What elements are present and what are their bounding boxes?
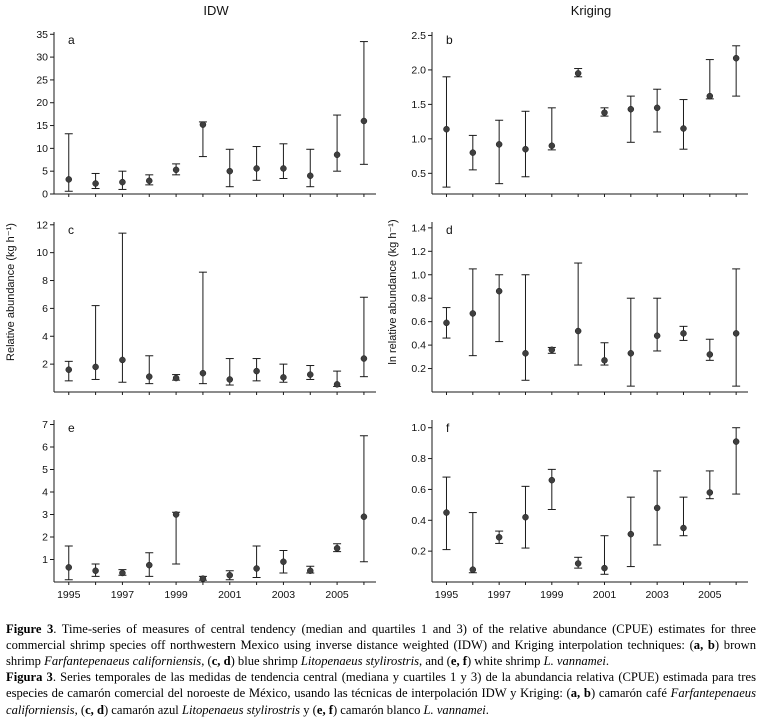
panel-b-chart (396, 22, 756, 210)
caption-spanish: Figura 3. Series temporales de las medidas de tendencia central (mediana y cuartiles 1 y 3) de la abundancia relativa (CPUE) estimada para tres especies de camarón comercial del noroeste de México, usando las técnicas de interpolación IDW y Kriging: (a, b) camarón café Farfantepenaeus californiensis, (c, d) camarón azul Litopenaeus stylirostris y (e, f) camarón blanco L. vannamei. (6, 670, 756, 717)
svg-text:20: 20 (36, 97, 48, 110)
svg-text:4: 4 (42, 330, 48, 343)
svg-text:12: 12 (36, 219, 48, 232)
svg-text:25: 25 (36, 74, 48, 87)
svg-text:1995: 1995 (57, 589, 81, 601)
svg-text:1.5: 1.5 (411, 98, 426, 111)
svg-text:1.0: 1.0 (411, 133, 426, 146)
svg-text:0.2: 0.2 (411, 363, 426, 376)
svg-text:1999: 1999 (540, 589, 564, 601)
svg-text:5: 5 (42, 464, 48, 476)
svg-text:c: c (68, 223, 74, 237)
figure-caption (0, 621, 762, 718)
svg-text:0.4: 0.4 (411, 514, 426, 527)
svg-text:0.8: 0.8 (411, 453, 426, 466)
svg-text:1995: 1995 (434, 589, 459, 601)
svg-text:2005: 2005 (698, 589, 722, 601)
svg-text:1999: 1999 (164, 589, 188, 601)
svg-text:d: d (446, 223, 453, 237)
svg-text:1.0: 1.0 (411, 269, 426, 282)
y-axis-label-left: Relative abundance (kg h⁻¹) (5, 223, 17, 361)
column-title-idw: IDW (203, 3, 229, 18)
svg-text:8: 8 (42, 275, 48, 288)
svg-text:2001: 2001 (218, 589, 242, 601)
svg-text:1.4: 1.4 (411, 222, 426, 235)
svg-text:b: b (446, 33, 453, 47)
svg-text:0.6: 0.6 (411, 483, 426, 496)
svg-text:0: 0 (42, 188, 48, 201)
svg-text:2: 2 (42, 358, 48, 371)
y-axis-label-right: ln relative abundance (kg h⁻¹) (387, 219, 399, 365)
svg-text:3: 3 (42, 509, 48, 521)
svg-text:0.6: 0.6 (411, 316, 426, 329)
svg-text:10: 10 (36, 142, 48, 155)
svg-text:6: 6 (42, 441, 48, 454)
svg-text:2001: 2001 (592, 589, 617, 601)
svg-text:1997: 1997 (110, 589, 135, 601)
svg-text:2003: 2003 (271, 589, 296, 601)
svg-text:6: 6 (42, 302, 48, 315)
svg-text:0.2: 0.2 (411, 545, 426, 558)
svg-text:30: 30 (36, 51, 48, 64)
svg-text:1.2: 1.2 (411, 245, 426, 258)
svg-text:f: f (446, 421, 450, 435)
svg-text:4: 4 (42, 486, 48, 499)
svg-text:2005: 2005 (325, 589, 349, 601)
svg-text:1997: 1997 (487, 589, 511, 601)
panel-a-chart (18, 22, 384, 210)
svg-text:7: 7 (42, 419, 48, 431)
svg-text:2: 2 (42, 531, 48, 544)
svg-text:a: a (68, 33, 75, 47)
caption-english: Figure 3. Time-series of measures of central tendency (median and quartiles 1 and 3) of the relative abundance (CPUE) estimates for three commercial shrimp species off northwestern Mexico using inverse distance weighted (IDW) and Kriging interpolation techniques: (a, b) brown shrimp Farfantepenaeus californiensis, (c, d) blue shrimp Litopenaeus stylirostris, and (e, f) white shrimp L. vannamei. (6, 622, 757, 669)
svg-text:10: 10 (36, 247, 48, 260)
svg-text:2003: 2003 (645, 589, 669, 601)
svg-text:e: e (68, 421, 75, 435)
svg-text:0.5: 0.5 (411, 167, 426, 180)
svg-text:2.0: 2.0 (411, 64, 426, 77)
svg-text:1: 1 (42, 554, 48, 566)
svg-text:0.8: 0.8 (411, 292, 426, 305)
column-title-kriging: Kriging (570, 3, 612, 18)
panel-f-chart (396, 410, 756, 610)
panel-d-chart (396, 212, 756, 408)
svg-text:35: 35 (36, 28, 48, 41)
svg-text:5: 5 (42, 165, 48, 178)
panel-c-chart (18, 212, 384, 408)
svg-text:0.4: 0.4 (411, 339, 426, 352)
svg-text:2.5: 2.5 (411, 29, 426, 42)
svg-text:15: 15 (36, 120, 48, 133)
panel-e-chart (18, 410, 384, 610)
svg-text:1.0: 1.0 (411, 422, 426, 435)
